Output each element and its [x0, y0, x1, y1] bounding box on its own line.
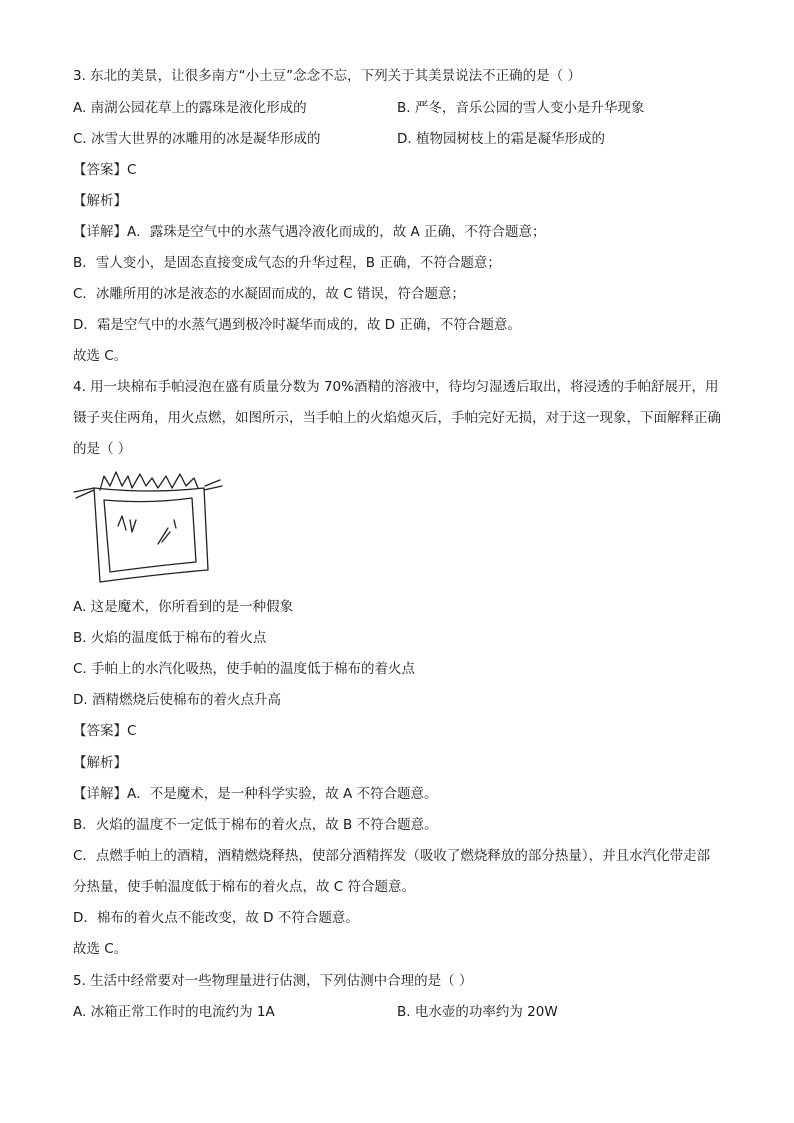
q3-answer: 【答案】C: [73, 162, 137, 178]
q3-option-d: D. 植物园树枝上的霜是凝华形成的: [397, 131, 605, 147]
q3-conclusion: 故选 C。: [73, 348, 128, 364]
q3-stem: 3. 东北的美景，让很多南方“小土豆”念念不忘，下列关于其美景说法不正确的是（ ）: [73, 68, 581, 84]
q4-detail-d: D．棉布的着火点不能改变，故 D 不符合题意。: [73, 910, 359, 926]
handkerchief-outer: [94, 488, 208, 582]
q4-stem: 4. 用一块棉布手帕浸泡在盛有质量分数为 70%酒精的溶液中，待均匀湿透后取出，将浸透的手帕舒展开，用镊子夹住两角，用火点燃，如图所示，当手帕上的火焰熄灭后，手帕完好无损，对于这一现象，下面解释正确的是（ ）: [73, 379, 721, 457]
hatch-right: [158, 520, 176, 544]
left-tweezers: [74, 488, 94, 498]
hatch-left: [118, 516, 136, 532]
flames: [100, 472, 198, 490]
handkerchief-figure: [70, 470, 230, 592]
q3-detail-d: D．霜是空气中的水蒸气遇到极冷时凝华而成的，故 D 正确，不符合题意。: [73, 317, 521, 333]
q4-detail-b: B．火焰的温度不一定低于棉布的着火点，故 B 不符合题意。: [73, 817, 438, 833]
q4-option-d: D. 酒精燃烧后使棉布的着火点升高: [73, 692, 281, 708]
q5-option-a: A. 冰箱正常工作时的电流约为 1A: [73, 1004, 275, 1020]
q3-analysis-label: 【解析】: [73, 193, 127, 209]
q3-option-a: A. 南湖公园花草上的露珠是液化形成的: [73, 100, 307, 116]
q4-answer: 【答案】C: [73, 723, 137, 739]
q5-stem: 5. 生活中经常要对一些物理量进行估测，下列估测中合理的是（ ）: [73, 973, 473, 989]
q4-detail-a: 【详解】A．不是魔术，是一种科学实验，故 A 不符合题意。: [73, 786, 438, 802]
q3-detail-c: C．冰雕所用的冰是液态的水凝固而成的，故 C 错误，符合题意；: [73, 286, 465, 302]
q4-option-b: B. 火焰的温度低于棉布的着火点: [73, 630, 267, 646]
q5-option-b: B. 电水壶的功率约为 20W: [397, 1004, 558, 1020]
q3-detail-b: B．雪人变小，是固态直接变成气态的升华过程，B 正确，不符合题意；: [73, 255, 501, 271]
q4-detail-c: C．点燃手帕上的酒精，酒精燃烧释热，使部分酒精挥发（吸收了燃烧释放的部分热量），并且水汽化带走部分热量，使手帕温度低于棉布的着火点，故 C 符合题意。: [73, 848, 711, 895]
right-tweezers: [204, 480, 222, 490]
q4-conclusion: 故选 C。: [73, 941, 128, 957]
q4-analysis-label: 【解析】: [73, 755, 127, 771]
q4-option-a: A. 这是魔术，你所看到的是一种假象: [73, 599, 294, 615]
q4-option-c: C. 手帕上的水汽化吸热，使手帕的温度低于棉布的着火点: [73, 661, 416, 677]
q3-detail-a: 【详解】A．露珠是空气中的水蒸气遇冷液化而成的，故 A 正确，不符合题意；: [73, 224, 546, 240]
q3-option-b: B. 严冬，音乐公园的雪人变小是升华现象: [397, 100, 645, 116]
q3-option-c: C. 冰雪大世界的冰雕用的冰是凝华形成的: [73, 131, 321, 147]
handkerchief-inner: [104, 498, 196, 572]
